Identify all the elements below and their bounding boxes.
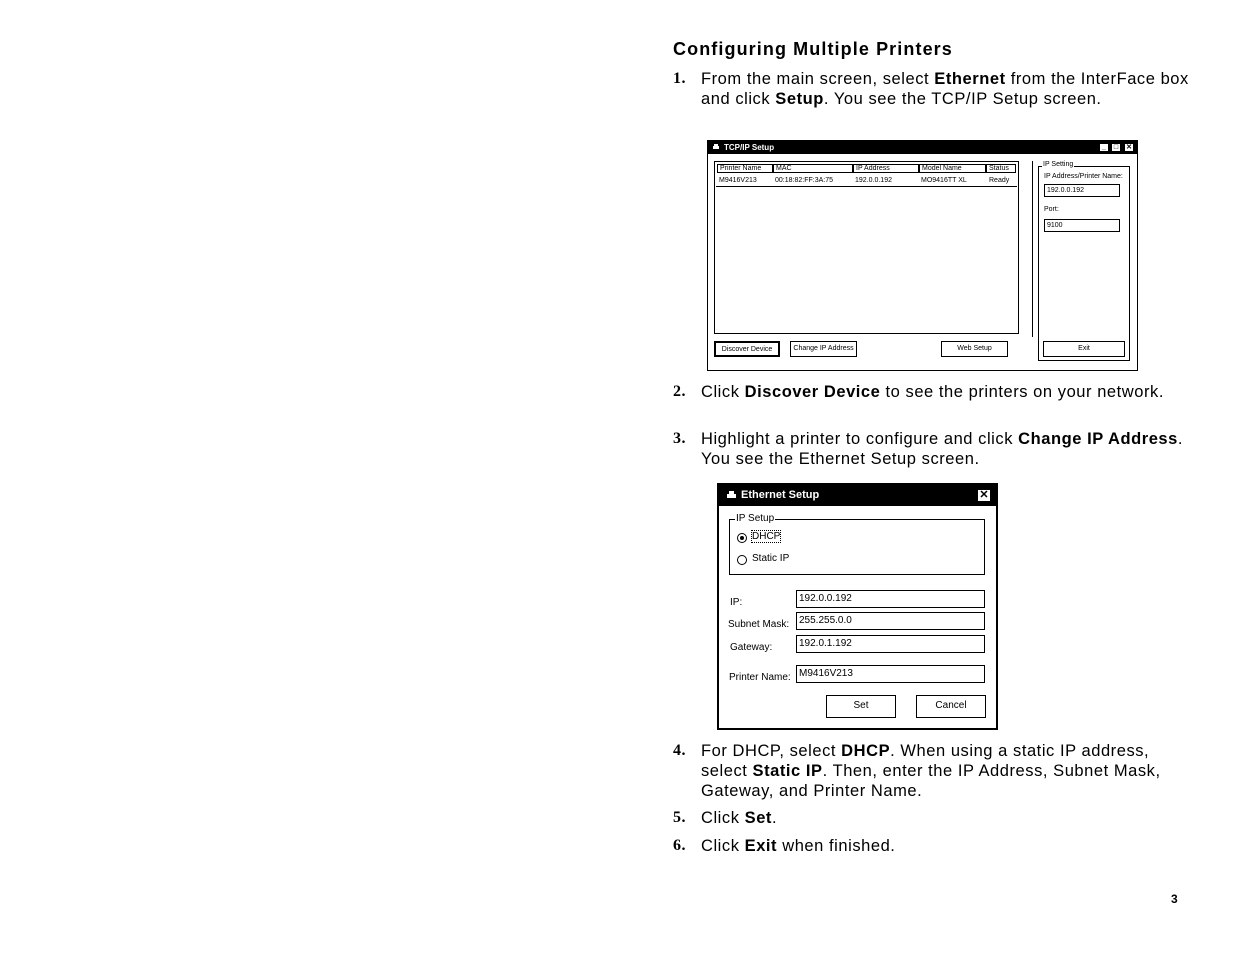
gateway-label: Gateway: (730, 642, 773, 653)
step-1 (673, 69, 1193, 109)
web-setup-button[interactable]: Web Setup (941, 341, 1008, 357)
tcpip-title-bar (708, 141, 1137, 154)
step-text: From the main screen, select Ethernet from the InterFace box and click Setup. You see the TCP/IP Setup screen. (701, 70, 1189, 108)
maximize-icon[interactable]: □ (1111, 143, 1121, 152)
printer-list[interactable] (714, 161, 1019, 334)
ethernet-setup-window (717, 483, 998, 730)
ip-setting-label: IP Setting (1043, 161, 1074, 168)
printer-name-input[interactable]: M9416V213 (796, 665, 985, 683)
step-5 (673, 808, 1193, 828)
panel-divider (1032, 161, 1033, 337)
static-ip-radio[interactable] (737, 555, 747, 565)
step-number: 4. (673, 742, 687, 759)
step-2 (673, 382, 1193, 402)
step-text: Click Discover Device to see the printers on your network. (701, 383, 1164, 401)
gateway-input[interactable]: 192.0.1.192 (796, 635, 985, 653)
tcpip-setup-window (707, 140, 1138, 371)
exit-button[interactable]: Exit (1043, 341, 1125, 357)
column-header-mac[interactable]: MAC (773, 164, 853, 173)
ip-setting-group (1038, 161, 1130, 361)
cell-mac: 00:18:82:FF:3A:75 (775, 177, 833, 184)
cell-printer-name: M9416V213 (719, 177, 757, 184)
dhcp-radio[interactable] (737, 533, 747, 543)
row-divider (716, 186, 1017, 187)
step-text: Click Set. (701, 809, 778, 827)
printer-icon (726, 490, 737, 501)
subnet-mask-input[interactable]: 255.255.0.0 (796, 612, 985, 630)
step-3 (673, 429, 1193, 469)
ip-address-printer-name-label: IP Address/Printer Name: (1044, 173, 1123, 180)
port-label: Port: (1044, 206, 1059, 213)
column-header-status[interactable]: Status (986, 164, 1016, 173)
step-number: 3. (673, 430, 687, 447)
ip-setup-group (729, 513, 985, 575)
step-6 (673, 836, 1193, 856)
minimize-icon[interactable]: _ (1099, 143, 1109, 152)
discover-device-button[interactable]: Discover Device (714, 341, 780, 357)
port-input[interactable]: 9100 (1044, 219, 1120, 232)
ethernet-title-bar (719, 485, 996, 506)
cell-model-name: MO9416TT XL (921, 177, 967, 184)
dhcp-label[interactable]: DHCP (752, 531, 781, 542)
step-text: Highlight a printer to configure and click Change IP Address. You see the Ethernet Setup screen. (701, 430, 1184, 468)
printer-icon (712, 143, 720, 151)
step-number: 6. (673, 837, 687, 854)
change-ip-address-button[interactable]: Change IP Address (790, 341, 857, 357)
cell-ip-address: 192.0.0.192 (855, 177, 892, 184)
ip-setup-label: IP Setup (736, 513, 775, 524)
column-header-model-name[interactable]: Model Name (919, 164, 986, 173)
tcpip-title: TCP/IP Setup (724, 143, 775, 152)
step-number: 2. (673, 383, 687, 400)
ethernet-title: Ethernet Setup (741, 489, 820, 501)
step-number: 5. (673, 809, 687, 826)
cancel-button[interactable]: Cancel (916, 695, 986, 718)
step-text: Click Exit when finished. (701, 837, 896, 855)
ip-label: IP: (730, 597, 743, 608)
step-4 (673, 741, 1193, 801)
printer-name-label: Printer Name: (729, 672, 791, 683)
close-icon[interactable]: ✕ (977, 489, 991, 502)
column-header-printer-name[interactable]: Printer Name (717, 164, 773, 173)
page-heading: Configuring Multiple Printers (673, 39, 953, 59)
step-text: For DHCP, select DHCP. When using a static IP address, select Static IP. Then, enter the IP Address, Subnet Mask, Gateway, and Printer Name. (701, 742, 1161, 800)
step-number: 1. (673, 70, 687, 87)
column-header-ip-address[interactable]: IP Address (853, 164, 919, 173)
ip-input[interactable]: 192.0.0.192 (796, 590, 985, 608)
subnet-mask-label: Subnet Mask: (728, 619, 790, 630)
set-button[interactable]: Set (826, 695, 896, 718)
ip-address-printer-name-input[interactable]: 192.0.0.192 (1044, 184, 1120, 197)
static-ip-label[interactable]: Static IP (752, 553, 790, 564)
close-icon[interactable]: ✕ (1124, 143, 1134, 152)
cell-status: Ready (989, 177, 1010, 184)
page-number: 3 (1171, 892, 1178, 906)
